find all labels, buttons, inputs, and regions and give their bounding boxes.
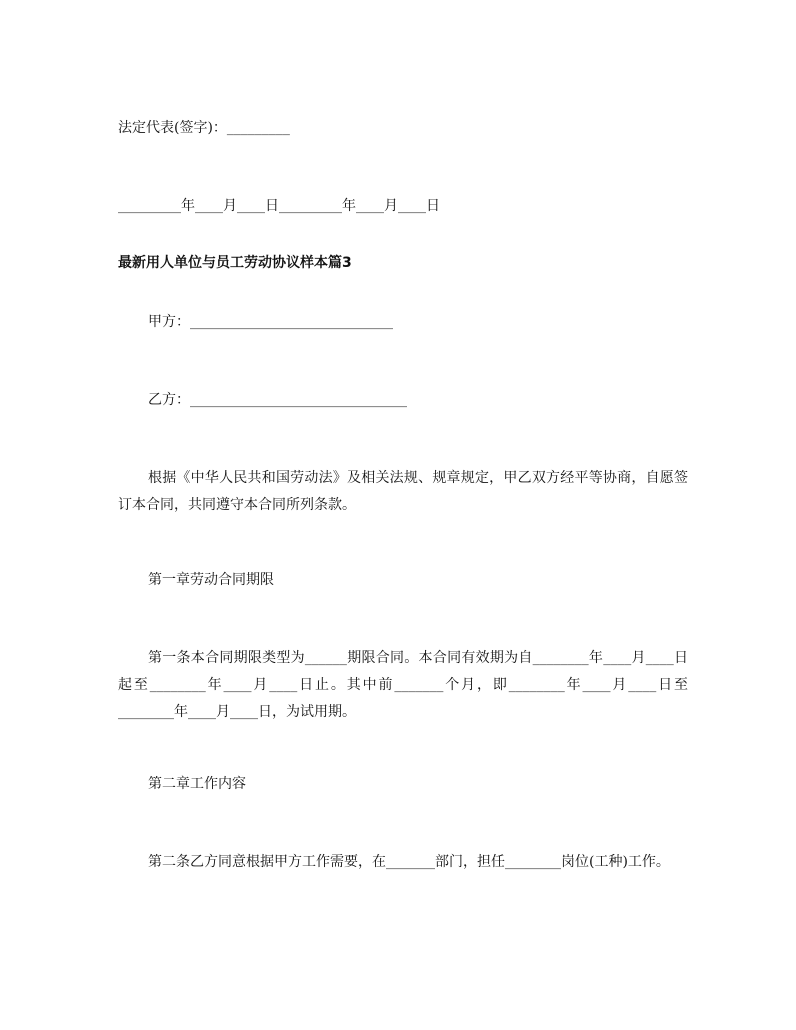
party-a-line: 甲方：_____________________________ (148, 314, 393, 330)
chapter-2-title: 第二章工作内容 (148, 776, 246, 792)
chapter-1-title: 第一章劳动合同期限 (148, 572, 274, 588)
article-2-paragraph: 第二条乙方同意根据甲方工作需要，在_______部门，担任________岗位(工种)工作。 (148, 854, 670, 870)
date-line: _________年____月____日_________年____月____日 (118, 198, 440, 214)
legal-representative-signature-line: 法定代表(签字)：_________ (118, 120, 290, 136)
intro-paragraph: 根据《中华人民共和国劳动法》及相关法规、规章规定，甲乙双方经平等协商，自愿签订本合同，共同遵守本合同所列条款。 (118, 470, 688, 513)
party-b-line: 乙方：_______________________________ (148, 392, 407, 408)
article-1-paragraph: 第一条本合同期限类型为______期限合同。本合同有效期为自________年____月____日起至________年____月____日止。其中前_______个月，即________年____月____日至________年____月____日，为试用期。 (118, 650, 688, 720)
section-title: 最新用人单位与员工劳动协议样本篇3 (118, 255, 352, 271)
